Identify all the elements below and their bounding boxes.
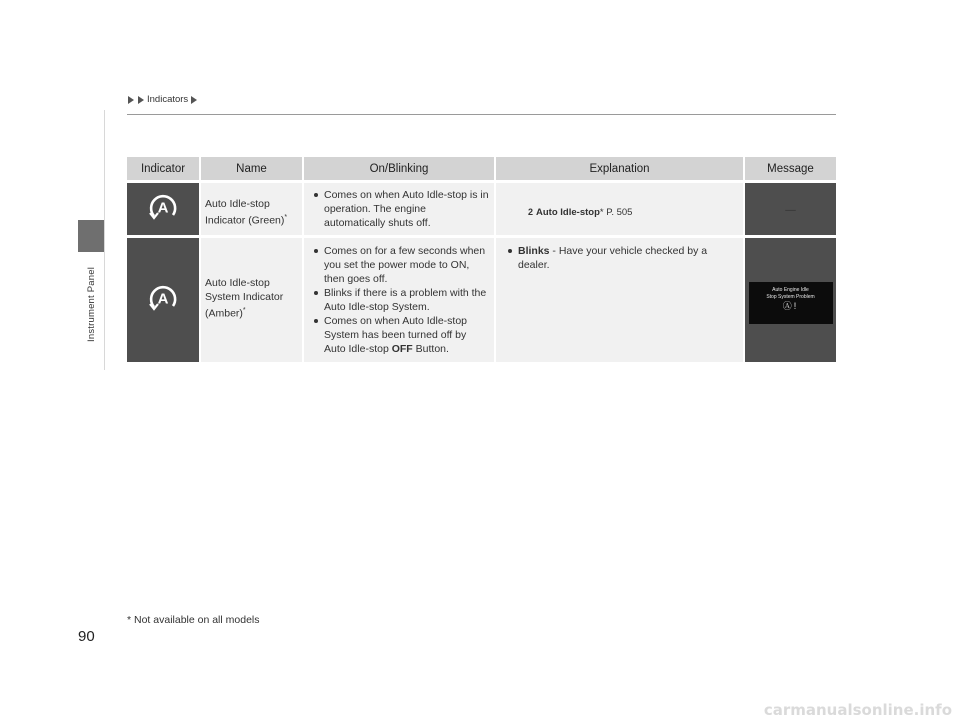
table-row [127,182,836,237]
name-cell: Auto Idle-stop Indicator (Green)* [200,182,303,237]
name-cell: Auto Idle-stop System Indicator (Amber)* [200,237,303,362]
breadcrumb-arrow-icon [191,96,197,104]
chapter-label: Instrument Panel [86,266,97,342]
bullet-list [502,244,739,272]
idle-stop-warning-icon: Ⓐ! [782,301,799,311]
explanation-cell [495,237,744,362]
header-rule [127,114,836,115]
breadcrumb [127,94,198,105]
indicator-name: Auto Idle-stop Indicator (Green) [205,198,285,227]
reference-arrow-icon: 2 [528,207,534,217]
column-header: On/Blinking [303,157,495,182]
message-cell [744,237,836,362]
column-header: Name [200,157,303,182]
indicator-name: Auto Idle-stop System Indicator (Amber) [205,277,284,320]
indicator-table [127,157,836,362]
breadcrumb-item[interactable]: Indicators [147,94,189,105]
page-number: 90 [78,628,95,645]
watermark: carmanualsonline.info [763,701,952,719]
reference-page: * P. 505 [599,207,633,218]
table-header-row [127,157,836,182]
bullet-list [308,244,490,356]
column-header: Message [744,157,836,182]
bullet-list [308,188,490,230]
sidebar-divider [104,110,105,370]
explanation-cell [495,182,744,237]
column-header: Indicator [127,157,200,182]
chapter-tab [78,220,104,252]
list-item: Comes on for a few seconds when you set the power mode to ON, then goes off. [308,244,490,286]
message-cell [744,182,836,237]
breadcrumb-arrow-icon [138,96,144,104]
footnote: * Not available on all models [127,614,260,626]
on-blinking-cell [303,237,495,362]
list-item: Blinks - Have your vehicle checked by a dealer. [502,244,739,272]
svg-text:A: A [157,199,169,217]
no-message: — [785,204,796,216]
breadcrumb-arrow-icon [128,96,134,104]
list-item: Comes on when Auto Idle-stop System has been turned off by Auto Idle-stop OFF Button. [308,314,490,356]
table-row [127,237,836,362]
indicator-cell [127,237,200,362]
list-item: Blinks if there is a problem with the Auto Idle-stop System. [308,286,490,314]
on-blinking-cell [303,182,495,237]
auto-idle-stop-amber-icon [147,282,179,314]
svg-text:A: A [157,290,169,308]
column-header: Explanation [495,157,744,182]
reference-link[interactable]: Auto Idle-stop [536,207,600,218]
indicator-cell [127,182,200,237]
auto-idle-stop-green-icon [147,191,179,223]
list-item: Comes on when Auto Idle-stop is in operation. The engine automatically shuts off. [308,188,490,230]
message-display: Auto Engine Idle Stop System Problem Ⓐ! [749,282,833,324]
